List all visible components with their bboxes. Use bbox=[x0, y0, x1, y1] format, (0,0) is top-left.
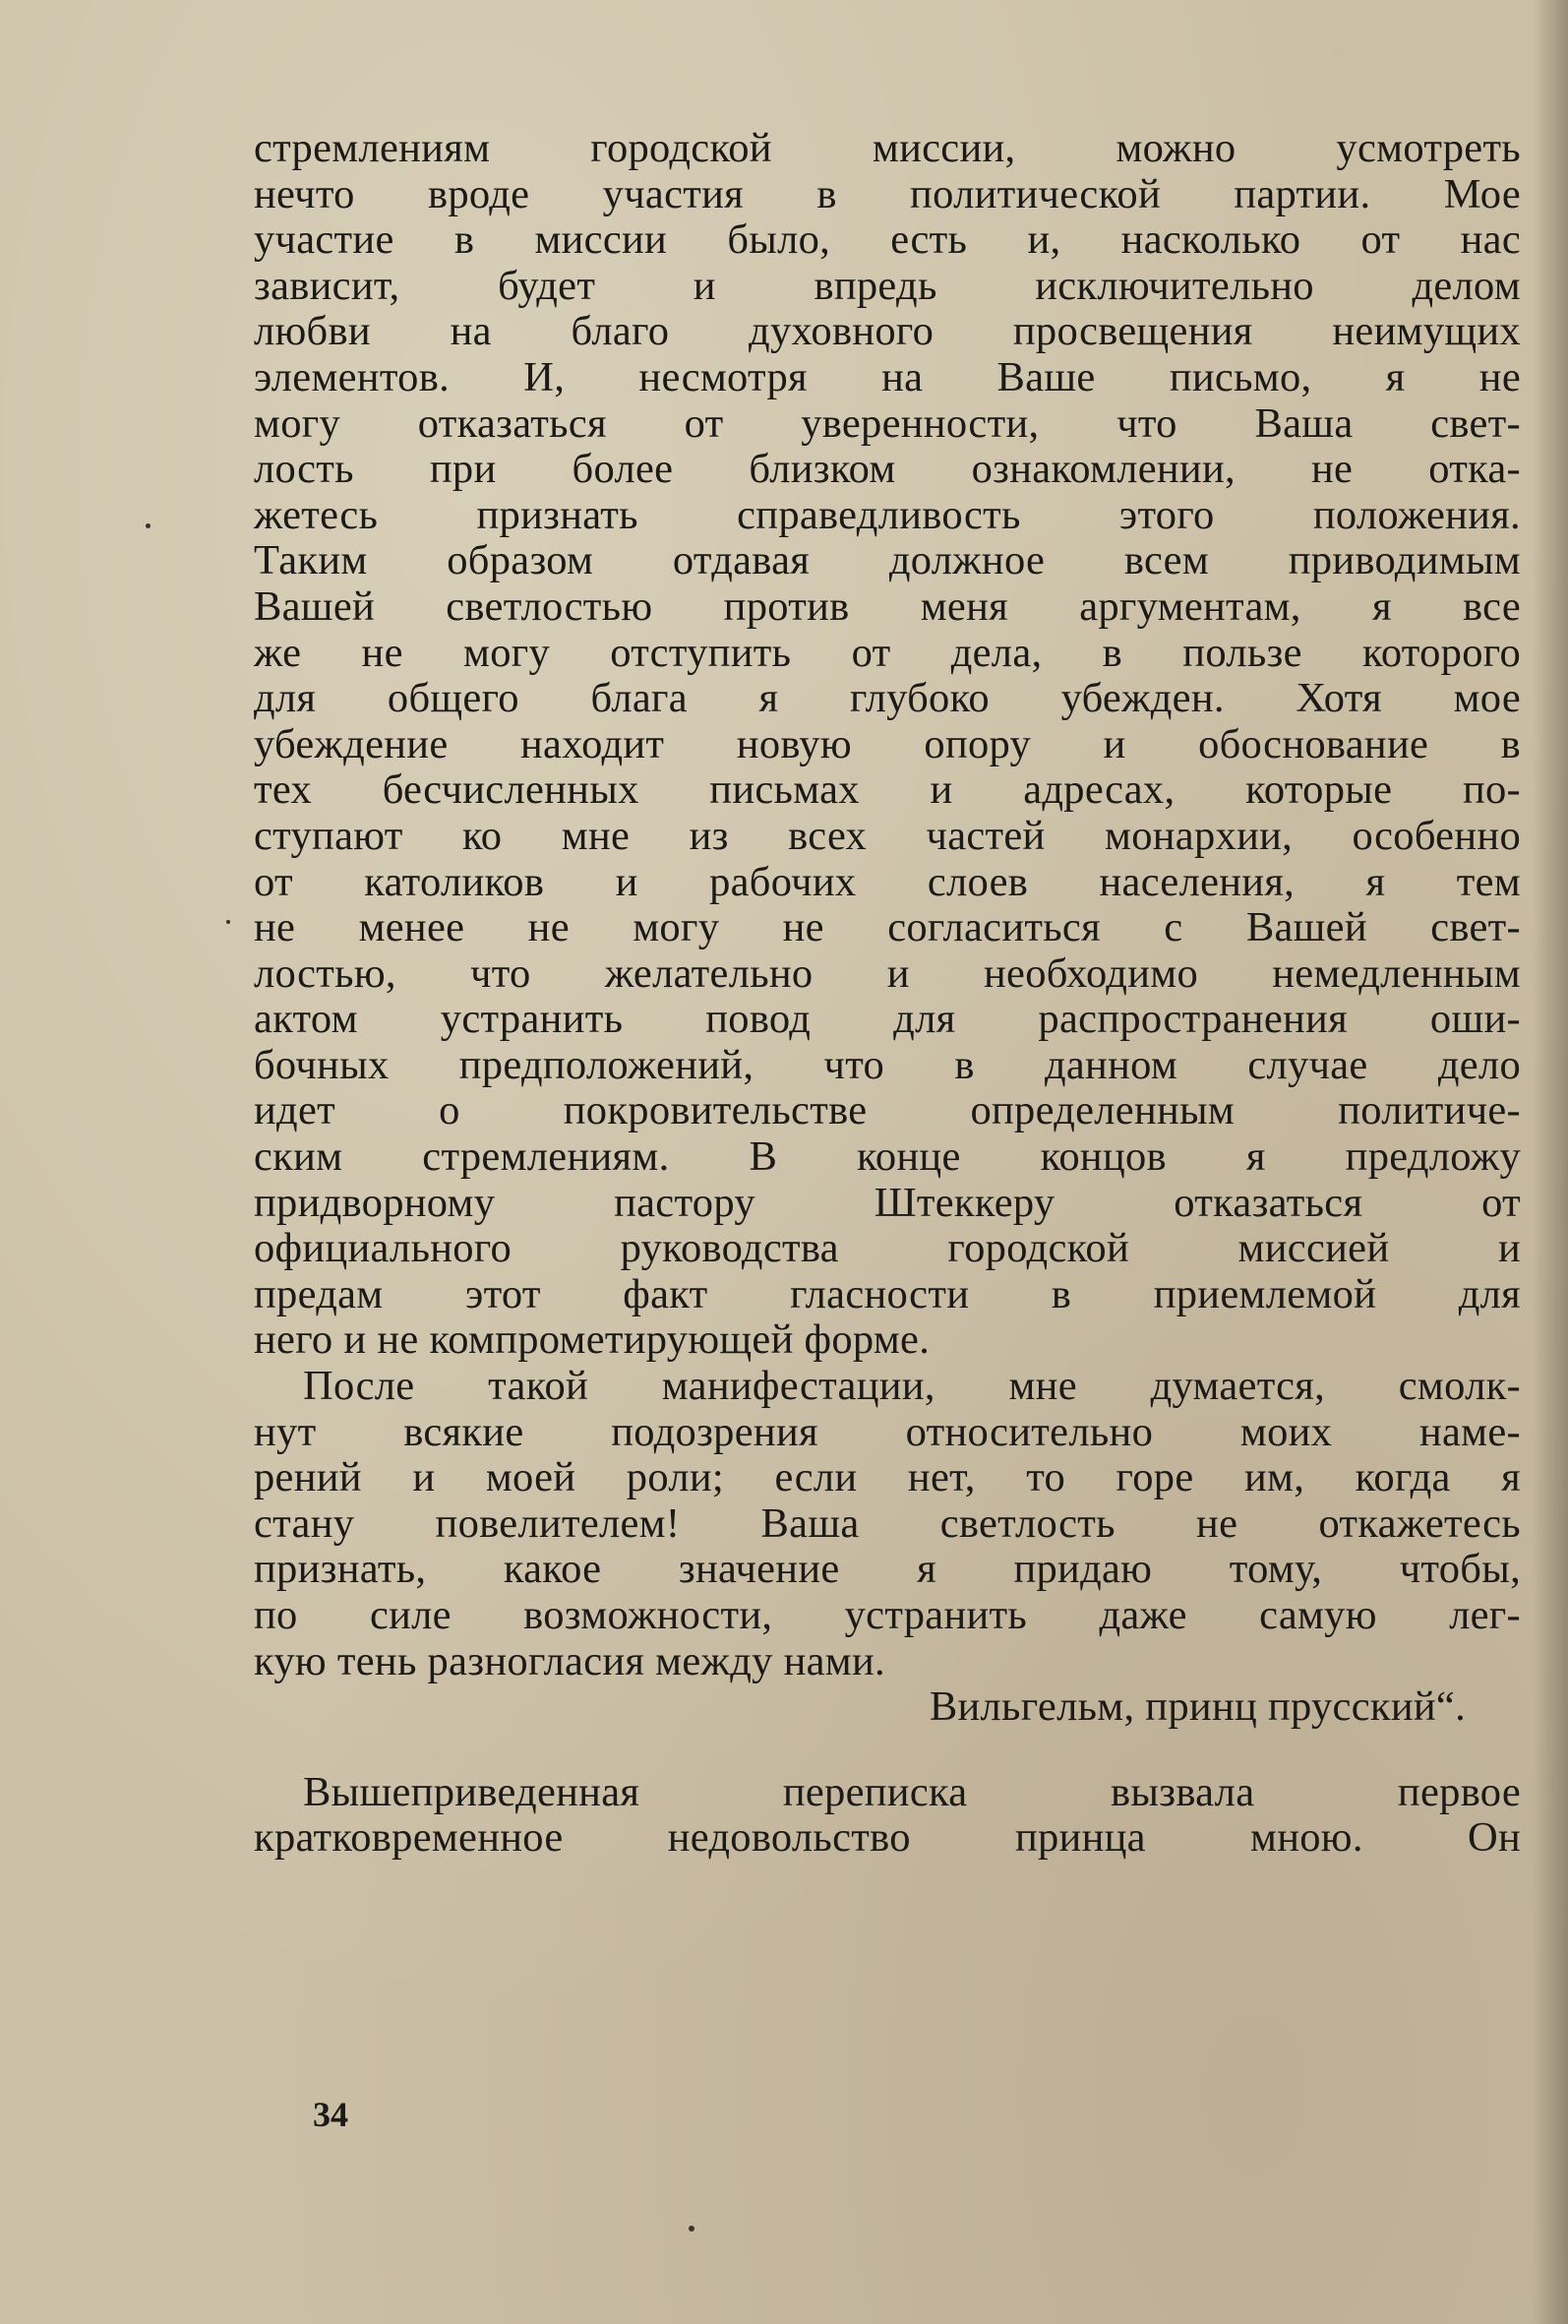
paper-speck bbox=[226, 920, 230, 924]
text-line: любви на благо духовного просвещения неимущих bbox=[254, 308, 1521, 355]
text-line: лостью, что желательно и необходимо немедленным bbox=[254, 949, 1521, 997]
text-line: жетесь признать справедливость этого положения. bbox=[254, 491, 1521, 538]
text-line: ступают ко мне из всех частей монархии, особенно bbox=[254, 812, 1521, 859]
text-line: нут всякие подозрения относительно моих наме- bbox=[254, 1408, 1521, 1455]
letter-signature: Вильгельм, принц прусский“. bbox=[929, 1683, 1466, 1731]
text-line: Таким образом отдавая должное всем приводимым bbox=[254, 537, 1521, 584]
paragraph-3 bbox=[254, 1770, 1521, 1862]
text-line: элементов. И, несмотря на Ваше письмо, я не bbox=[254, 353, 1521, 400]
text-line: участие в миссии было, есть и, насколько от нас bbox=[254, 216, 1521, 264]
text-line: убеждение находит новую опору и обоснование в bbox=[254, 720, 1521, 767]
body-text bbox=[254, 126, 1521, 1862]
paper-speck bbox=[146, 523, 151, 528]
text-line: для общего блага я глубоко убежден. Хотя мое bbox=[254, 675, 1521, 722]
text-line: Вышеприведенная переписка вызвала первое bbox=[303, 1768, 1521, 1815]
text-line: тех бесчисленных письмах и адресах, которые по- bbox=[254, 766, 1521, 814]
text-line: актом устранить повод для распространения оши- bbox=[254, 996, 1521, 1043]
text-line: от католиков и рабочих слоев населения, я тем bbox=[254, 858, 1521, 905]
text-line: же не могу отступить от дела, в пользе которого bbox=[254, 629, 1521, 676]
text-line: не менее не могу не согласиться с Вашей свет- bbox=[254, 904, 1521, 951]
text-line: стану повелителем! Ваша светлость не откажетесь bbox=[254, 1499, 1521, 1547]
text-line: нечто вроде участия в политической партии. Мое bbox=[254, 170, 1521, 217]
text-line: предам этот факт гласности в приемлемой для bbox=[254, 1270, 1521, 1317]
paragraph-gap bbox=[254, 1731, 1521, 1770]
text-line: кратковременное недовольство принца мною. Он bbox=[254, 1814, 1521, 1862]
text-line: придворному пастору Штеккеру отказаться от bbox=[254, 1179, 1521, 1226]
text-line: признать, какое значение я придаю тому, чтобы, bbox=[254, 1546, 1521, 1593]
text-line: стремлениям городской миссии, можно усмотреть bbox=[254, 125, 1521, 171]
text-line: официального руководства городской миссией и bbox=[254, 1225, 1521, 1272]
page-edge-shadow bbox=[1533, 0, 1568, 2324]
text-line: рений и моей роли; если нет, то горе им, когда я bbox=[254, 1454, 1521, 1501]
text-line: лость при более близком ознакомлении, не отка- bbox=[254, 446, 1521, 493]
text-line: идет о покровительстве определенным политиче- bbox=[254, 1087, 1521, 1134]
paragraph-1 bbox=[254, 126, 1521, 1364]
text-line: ским стремлениям. В конце концов я предложу bbox=[254, 1133, 1521, 1181]
text-line: зависит, будет и впредь исключительно делом bbox=[254, 262, 1521, 309]
page-number: 34 bbox=[313, 2095, 348, 2134]
text-line: Вашей светлостью против меня аргументам, я все bbox=[254, 582, 1521, 630]
text-line: бочных предположений, что в данном случае дело bbox=[254, 1041, 1521, 1088]
text-line: него и не компрометирующей форме. bbox=[254, 1316, 931, 1364]
text-line: После такой манифестации, мне думается, смолк- bbox=[303, 1363, 1521, 1410]
text-line: могу отказаться от уверенности, что Ваша свет- bbox=[254, 399, 1521, 447]
paper-speck bbox=[689, 2226, 694, 2232]
paragraph-2 bbox=[254, 1364, 1521, 1684]
text-line: кую тень разногласия между нами. bbox=[254, 1637, 885, 1684]
text-line: по силе возможности, устранить даже самую лег- bbox=[254, 1592, 1521, 1638]
